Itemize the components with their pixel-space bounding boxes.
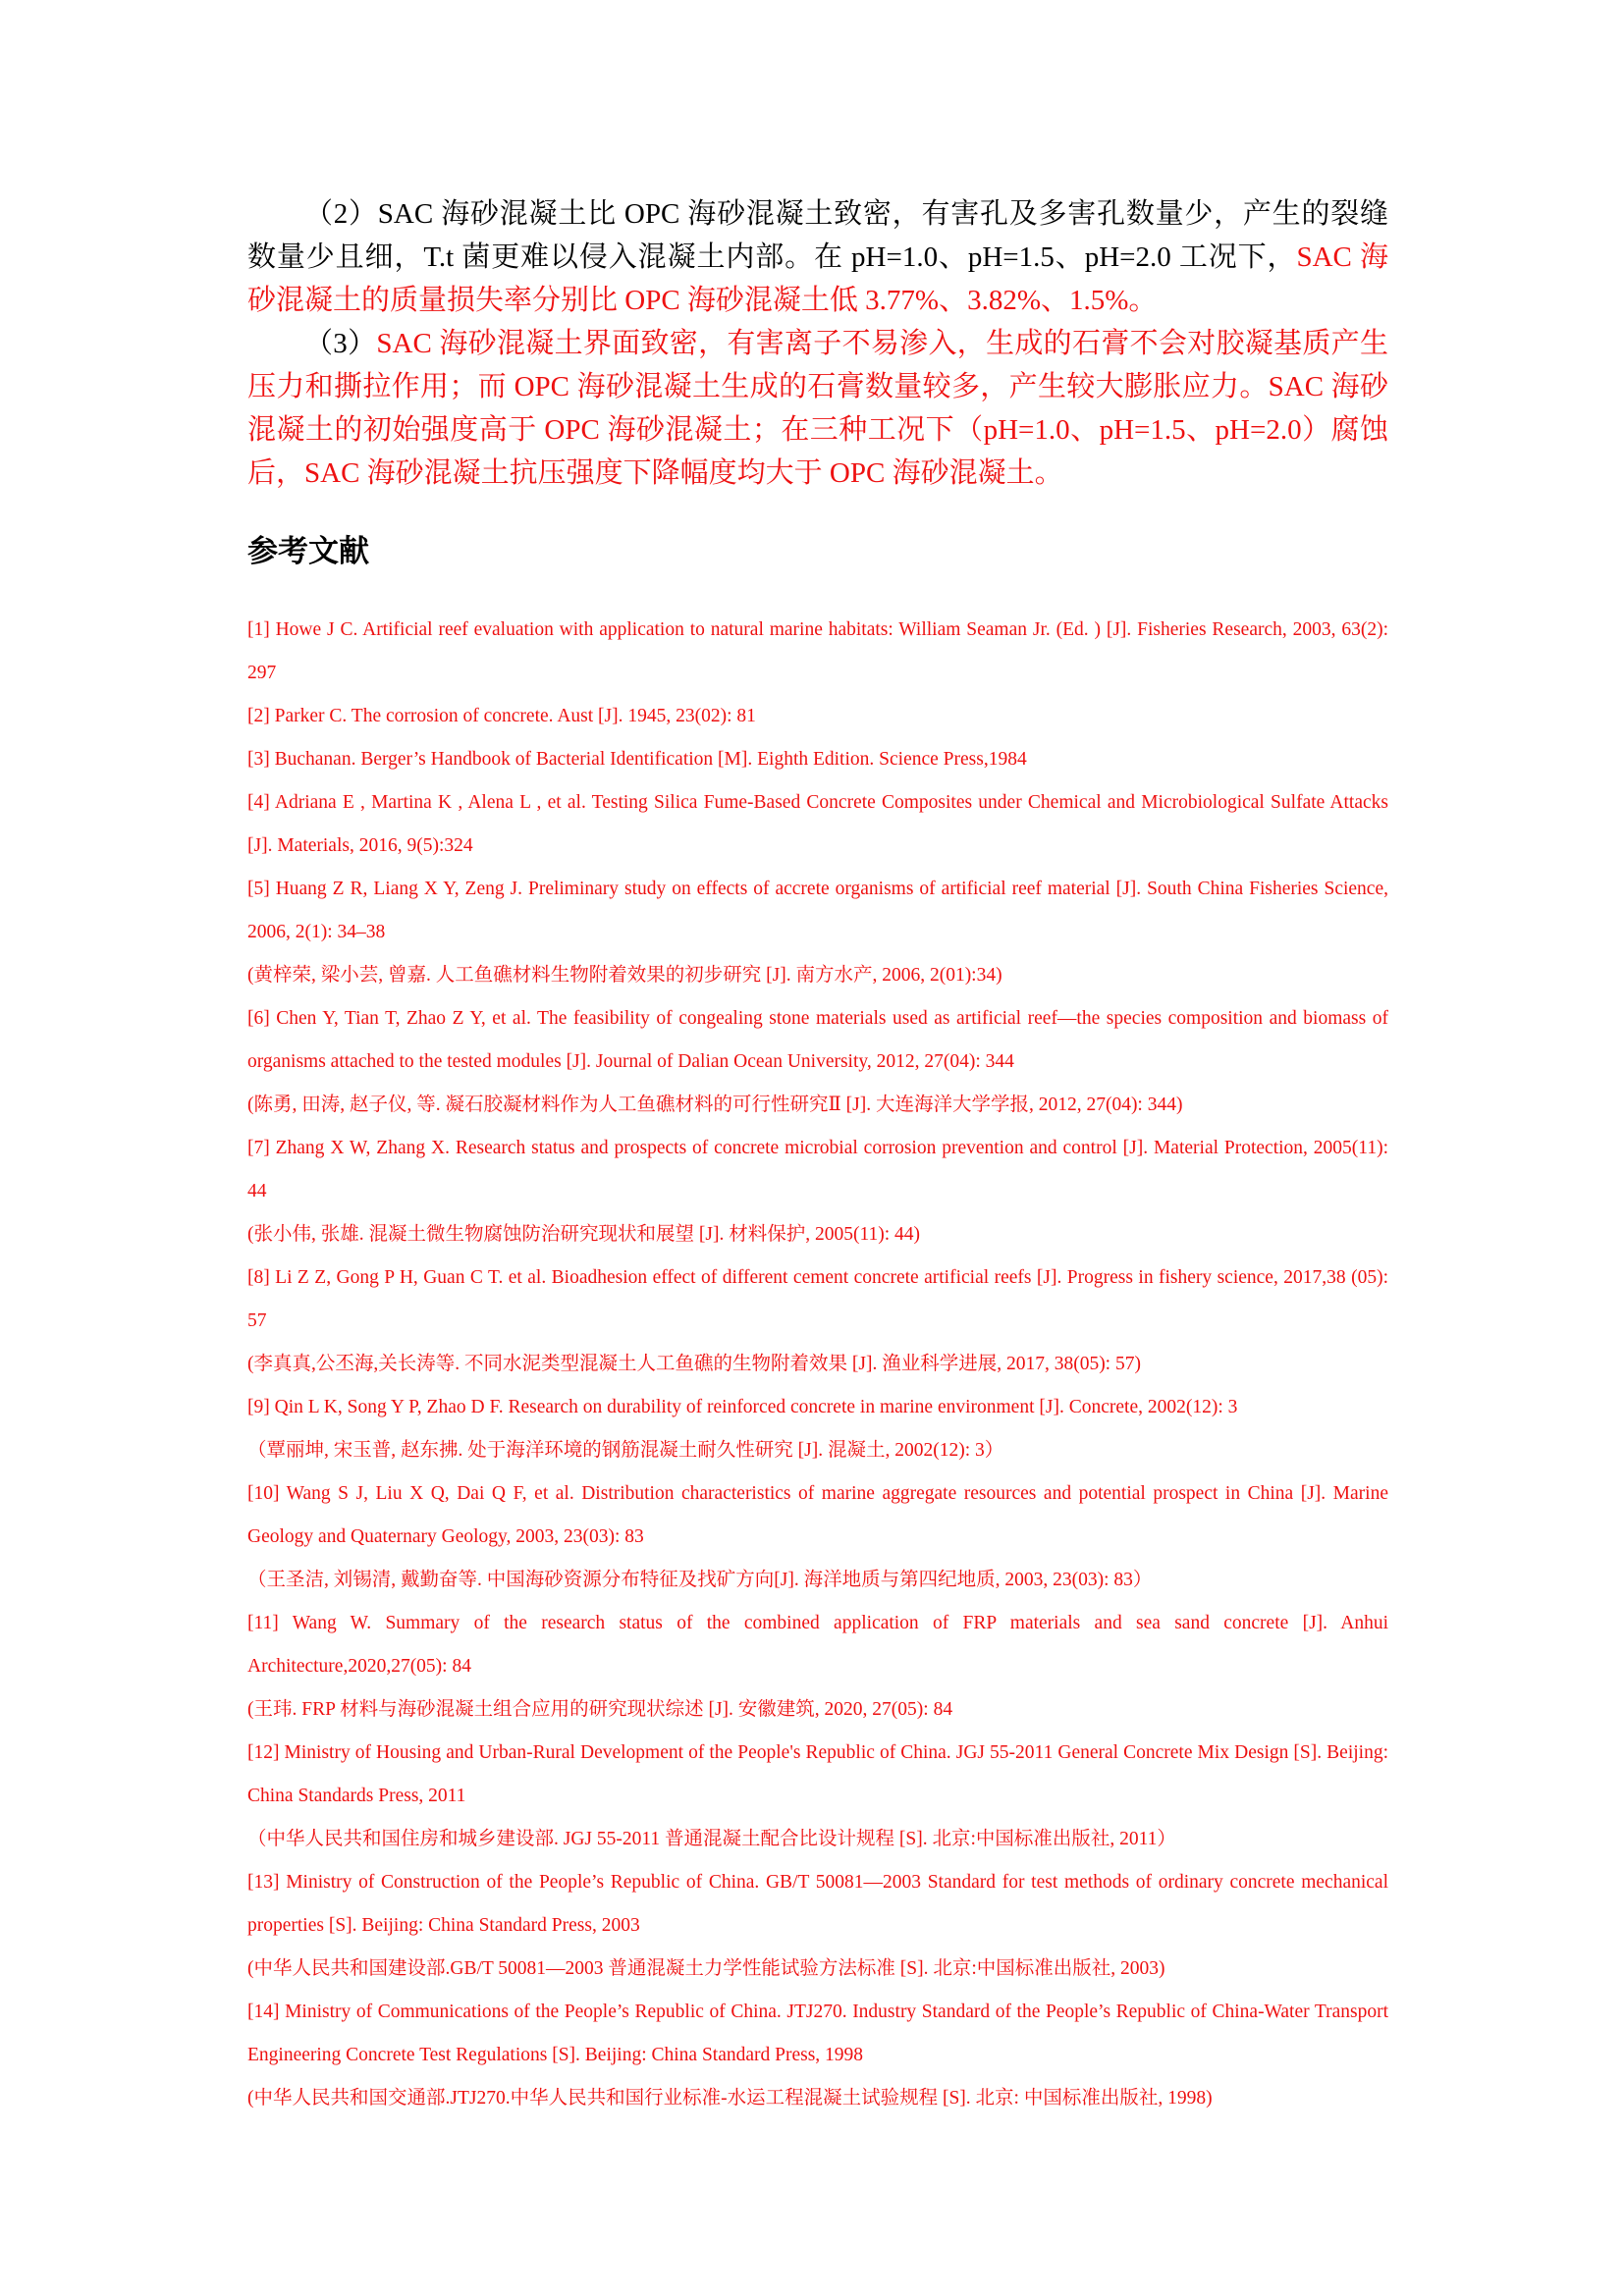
reference-item: [2] Parker C. The corrosion of concrete. Aust [J]. 1945, 23(02): 81 [247, 706, 756, 726]
conclusion-3-highlight: SAC 海砂混凝土界面致密，有害离子不易渗入，生成的石膏不会对胶凝基质产生压力和撕拉作用；而 OPC 海砂混凝土生成的石膏数量较多，产生较大膨胀应力。SAC 海砂混凝土的初始强度高于 OPC 海砂混凝土；在三种工况下（pH=1.0、pH=1.5、pH=2.0）腐蚀后，SAC 海砂混凝土抗压强度下降幅度均大于 OPC 海砂混凝土。 [247, 328, 1388, 489]
reference-translation: (张小伟, 张雄. 混凝土微生物腐蚀防治研究现状和展望 [J]. 材料保护, 2005(11): 44) [247, 1224, 920, 1245]
reference-item: [7] Zhang X W, Zhang X. Research status and prospects of concrete microbial corrosion prevention and control [J]. Material Protection, 2005(11): 44 [247, 1138, 1388, 1201]
reference-translation: （王圣洁, 刘锡清, 戴勤奋等. 中国海砂资源分布特征及找矿方向[J]. 海洋地质与第四纪地质, 2003, 23(03): 83） [247, 1570, 1153, 1590]
conclusion-2-highlight: SAC 海砂混凝土的质量损失率分别比 OPC 海砂混凝土低 3.77%、3.82%、1.5%。 [247, 241, 1388, 316]
conclusion-3-number: （3） [304, 328, 377, 359]
conclusion-paragraph-3 [247, 322, 1388, 495]
reference-item: [12] Ministry of Housing and Urban-Rural Development of the People's Republic of China. JGJ 55-2011 General Concrete Mix Design [S]. Beijing: China Standards Press, 2011 [247, 1742, 1388, 1806]
reference-item: [9] Qin L K, Song Y P, Zhao D F. Research on durability of reinforced concrete in marine environment [J]. Concrete, 2002(12): 3 [247, 1397, 1238, 1417]
reference-translation: (王玮. FRP 材料与海砂混凝土组合应用的研究现状综述 [J]. 安徽建筑, 2020, 27(05): 84 [247, 1699, 953, 1720]
reference-item: [1] Howe J C. Artificial reef evaluation with application to natural marine habitats: William Seaman Jr. (Ed. ) [J]. Fisheries Research, 2003, 63(2): 297 [247, 619, 1388, 683]
reference-item: [6] Chen Y, Tian T, Zhao Z Y, et al. The feasibility of congealing stone materials used as artificial reef—the species composition and biomass of organisms attached to the tested modules [J]. Journal of Dalian Ocean University, 2012, 27(04): 344 [247, 1008, 1388, 1072]
reference-translation: (黄梓荣, 梁小芸, 曾嘉. 人工鱼礁材料生物附着效果的初步研究 [J]. 南方水产, 2006, 2(01):34) [247, 965, 1002, 986]
references-heading: 参考文献 [247, 534, 369, 569]
reference-item: [14] Ministry of Communications of the People’s Republic of China. JTJ270. Industry Standard of the People’s Republic of China-Water Transport Engineering Concrete Test Regulations [S]. Beijing: China Standard Press, 1998 [247, 2002, 1388, 2065]
reference-translation: （覃丽坤, 宋玉普, 赵东拂. 处于海洋环境的钢筋混凝土耐久性研究 [J]. 混凝土, 2002(12): 3） [247, 1440, 1004, 1461]
conclusion-2-text: （2）SAC 海砂混凝土比 OPC 海砂混凝土致密，有害孔及多害孔数量少，产生的裂缝数量少且细，T.t 菌更难以侵入混凝土内部。在 pH=1.0、pH=1.5、pH=2.0 工况下， [247, 198, 1388, 273]
reference-item: [4] Adriana E , Martina K , Alena L , et al. Testing Silica Fume-Based Concrete Composites under Chemical and Microbiological Sulfate Attacks [J]. Materials, 2016, 9(5):324 [247, 792, 1388, 856]
reference-item: [8] Li Z Z, Gong P H, Guan C T. et al. Bioadhesion effect of different cement concrete artificial reefs [J]. Progress in fishery science, 2017,38 (05): 57 [247, 1267, 1388, 1331]
reference-translation: (中华人民共和国交通部.JTJ270.中华人民共和国行业标准-水运工程混凝土试验规程 [S]. 北京: 中国标准出版社, 1998) [247, 2088, 1213, 2109]
reference-list [247, 609, 1388, 2120]
reference-item: [13] Ministry of Construction of the People’s Republic of China. GB/T 50081—2003 Standard for test methods of ordinary concrete mechanical properties [S]. Beijing: China Standard Press, 2003 [247, 1872, 1388, 1936]
reference-item: [10] Wang S J, Liu X Q, Dai Q F, et al. Distribution characteristics of marine aggregate resources and potential prospect in China [J]. Marine Geology and Quaternary Geology, 2003, 23(03): 83 [247, 1483, 1388, 1547]
reference-translation: (李真真,公丕海,关长涛等. 不同水泥类型混凝土人工鱼礁的生物附着效果 [J]. 渔业科学进展, 2017, 38(05): 57) [247, 1354, 1141, 1374]
reference-item: [11] Wang W. Summary of the research status of the combined application of FRP materials and sea sand concrete [J]. Anhui Architecture,2020,27(05): 84 [247, 1613, 1388, 1677]
reference-translation: （中华人民共和国住房和城乡建设部. JGJ 55-2011 普通混凝土配合比设计规程 [S]. 北京:中国标准出版社, 2011） [247, 1829, 1176, 1849]
reference-translation: (陈勇, 田涛, 赵子仪, 等. 凝石胶凝材料作为人工鱼礁材料的可行性研究Ⅱ [J]. 大连海洋大学学报, 2012, 27(04): 344) [247, 1095, 1183, 1115]
page-content [247, 192, 1388, 2120]
reference-translation: (中华人民共和国建设部.GB/T 50081—2003 普通混凝土力学性能试验方法标准 [S]. 北京:中国标准出版社, 2003) [247, 1958, 1165, 1979]
conclusion-paragraph-2 [247, 192, 1388, 322]
reference-item: [3] Buchanan. Berger’s Handbook of Bacterial Identification [M]. Eighth Edition. Science Press,1984 [247, 749, 1027, 770]
reference-item: [5] Huang Z R, Liang X Y, Zeng J. Preliminary study on effects of accrete organisms of artificial reef material [J]. South China Fisheries Science, 2006, 2(1): 34–38 [247, 879, 1388, 942]
